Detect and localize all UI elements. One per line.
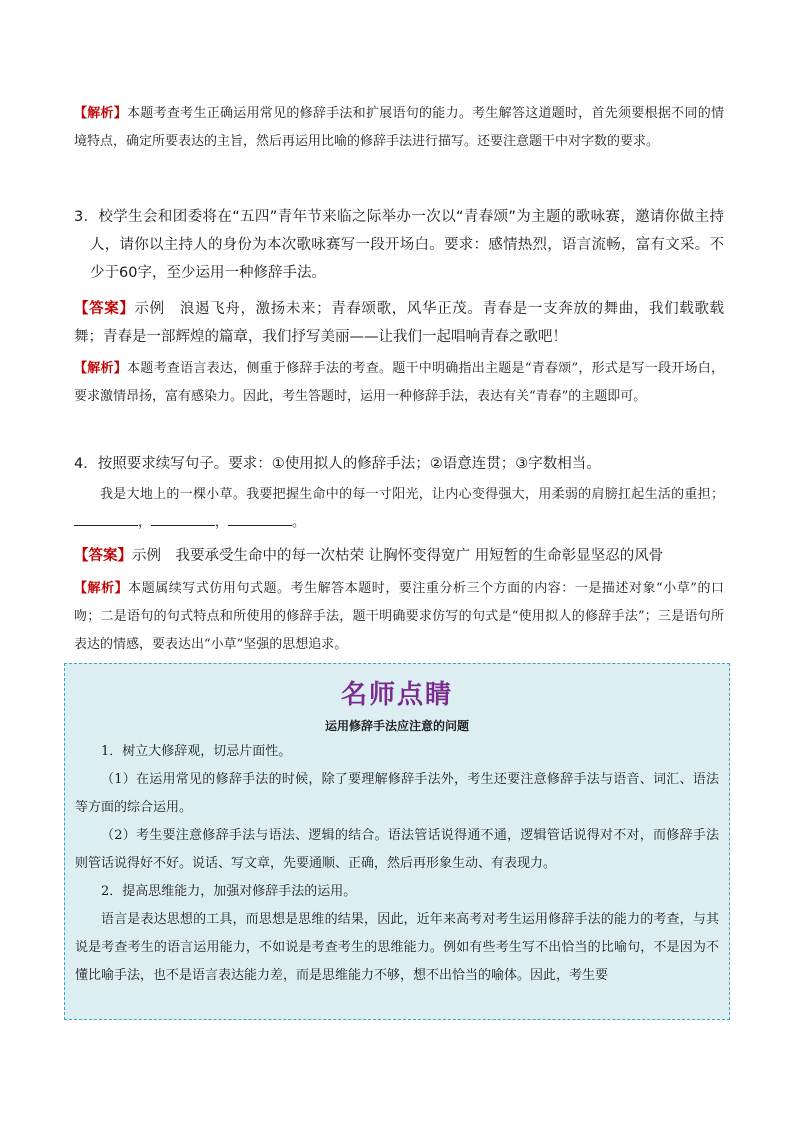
analysis-tag: 【解析】 <box>74 106 128 121</box>
tips-subtitle: 运用修辞手法应注意的问题 <box>324 719 469 733</box>
analysis-block-4 <box>74 575 724 659</box>
answer-blank-1[interactable] <box>74 513 138 526</box>
tips-paragraph: （1）在运用常见的修辞手法的时候，除了要理解修辞手法外，考生还要注意修辞手法与语音、词汇、语法等方面的综合运用。 <box>75 772 719 815</box>
tips-paragraph: （2）考生要注意修辞手法与语法、逻辑的结合。语法管话说得通不通，逻辑管话说得对不对，而修辞手法则管话说得好不好。说话、写文章，先要通顺、正确，然后再形象生动、有表现力。 <box>75 828 719 871</box>
analysis-text: 本题属续写式仿用句式题。考生解答本题时，要注重分析三个方面的内容：一是描述对象“小草”的口吻；二是语句的句式特点和所使用的修辞手法，题干明确要求仿写的句式是“使用拟人的修辞手法”；三是语句所表达的情感，要表达出“小草”坚强的思想追求。 <box>74 581 724 652</box>
analysis-block-3 <box>74 355 724 411</box>
question-3-text: 3．校学生会和团委将在“五四”青年节来临之际举办一次以“青春颂”为主题的歌咏赛，邀请你做主持人，请你以主持人的身份为本次歌咏赛写一段开场白。要求：感情热烈，语言流畅，富有文采。不少于60字，至少运用一种修辞手法。 <box>74 209 724 281</box>
tips-body <box>65 734 729 990</box>
question-4-prompt: 我是大地上的一棵小草。我要把握生命中的每一寸阳光，让内心变得强大，用柔弱的肩膀扛起生活的重担；， ， 。 <box>74 481 724 537</box>
question-3 <box>74 203 724 287</box>
analysis-tag: 【解析】 <box>74 581 129 596</box>
teacher-tips-box <box>64 663 730 1020</box>
analysis-block-1 <box>74 100 724 156</box>
tips-title: 名师点睛 <box>340 680 453 710</box>
answer-tag: 【答案】 <box>74 301 135 317</box>
question-4 <box>74 450 724 478</box>
prompt-text: 我是大地上的一棵小草。我要把握生命中的每一寸阳光，让内心变得强大，用柔弱的肩膀扛起生活的重担； <box>100 487 724 502</box>
answer-text: 示例 我要承受生命中的每一次枯荣 让胸怀变得宽广 用短暂的生命彰显坚忍的风骨 <box>132 548 664 564</box>
analysis-tag: 【解析】 <box>74 361 128 376</box>
answer-blank-2[interactable] <box>151 513 215 526</box>
analysis-text: 本题考查语言表达，侧重于修辞手法的考查。题干中明确指出主题是“青春颂”，形式是写一段开场白，要求激情昂扬，富有感染力。因此，考生答题时，运用一种修辞手法，表达有关“青春”的主题即可。 <box>74 361 724 404</box>
question-4-text: 4．按照要求续写句子。要求：①使用拟人的修辞手法；②语意连贯；③字数相当。 <box>74 456 601 472</box>
answer-block-3 <box>74 295 724 351</box>
answer-blank-3[interactable] <box>228 513 292 526</box>
tips-paragraph: 2．提高思维能力，加强对修辞手法的运用。 <box>101 884 357 899</box>
answer-text: 示例 浪遏飞舟，激扬未来；青春颂歌，风华正茂。青春是一支奔放的舞曲，我们载歌载舞；青春是一部辉煌的篇章，我们抒写美丽——让我们一起唱响青春之歌吧！ <box>74 301 725 345</box>
analysis-text: 本题考查考生正确运用常见的修辞手法和扩展语句的能力。考生解答这道题时，首先须要根据不同的情境特点，确定所要表达的主旨，然后再运用比喻的修辞手法进行描写。还要注意题干中对字数的要求。 <box>74 106 724 149</box>
tips-paragraph: 1．树立大修辞观，切忌片面性。 <box>101 744 292 759</box>
answer-block-4 <box>74 542 724 570</box>
answer-tag: 【答案】 <box>74 548 132 564</box>
tips-paragraph: 语言是表达思想的工具，而思想是思维的结果，因此，近年来高考对考生运用修辞手法的能力的考查，与其说是考查考生的语言运用能力，不如说是考查考生的思维能力。例如有些考生写不出恰当的比喻句，不是因为不懂比喻手法，也不是语言表达能力差，而是思维能力不够，想不出恰当的喻体。因此，考生要 <box>75 912 719 983</box>
